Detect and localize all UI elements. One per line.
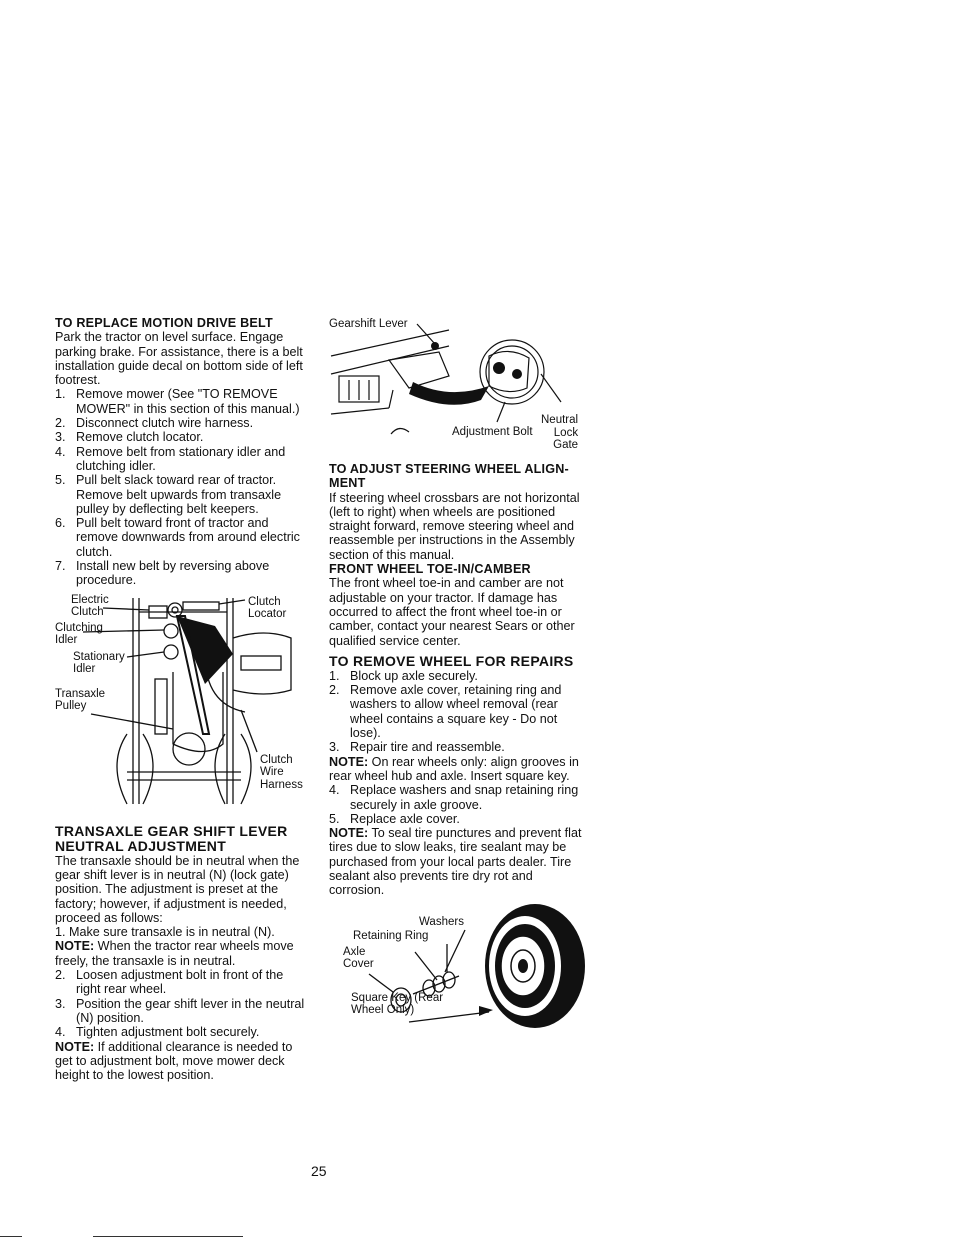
left-column [55, 316, 307, 1082]
step-number: 2. [55, 416, 66, 431]
step-text: Remove mower (See "TO REMOVE MOWER" in this section of this manual.) [76, 387, 300, 416]
corner-rule [0, 1236, 22, 1237]
step-number: 3. [55, 996, 66, 1011]
label-electric-clutch: Electric Clutch [71, 593, 109, 619]
step-number: 2. [329, 683, 340, 698]
list-item [329, 812, 585, 826]
step-text: Replace washers and snap retaining ring securely in axle groove. [350, 783, 579, 812]
step-text: Position the gear shift lever in the neutral (N) position. [76, 996, 305, 1025]
label-clutch-wire-harness: Clutch Wire Harness [260, 753, 303, 791]
step-text: Pull belt slack toward rear of tractor. Remove belt upwards from transaxle pulley by deflecting belt keepers. [76, 473, 282, 516]
label-clutching-idler: Clutching Idler [55, 621, 103, 647]
list-item [55, 1025, 307, 1039]
step-number: 6. [55, 516, 66, 531]
list-item [329, 683, 585, 740]
motion-belt-steps [55, 387, 307, 587]
list-item [55, 997, 307, 1026]
step-text: Replace axle cover. [350, 811, 460, 826]
step-text: Remove belt from stationary idler and clutching idler. [76, 444, 286, 473]
steering-heading: TO ADJUST STEERING WHEEL ALIGN-MENT [329, 462, 569, 491]
gearshift-steps [55, 968, 307, 1039]
wheel-diagram [329, 904, 585, 1044]
gearshift-diagram [329, 316, 585, 456]
list-item [55, 473, 307, 516]
list-item [55, 559, 307, 588]
label-square-key: Square Key (Rear Wheel Only) [351, 991, 444, 1017]
step-number: 4. [329, 783, 340, 798]
step-text: Install new belt by reversing above procedure. [76, 559, 270, 588]
step-number: 5. [55, 473, 66, 488]
label-adjustment-bolt: Adjustment Bolt [452, 426, 533, 438]
label-retaining-ring: Retaining Ring [353, 929, 429, 942]
gearshift-note-2: NOTE: If additional clearance is needed to get to adjustment bolt, move mower deck height to the lowest position. [55, 1039, 293, 1083]
list-item [55, 387, 307, 416]
motion-belt-heading: TO REPLACE MOTION DRIVE BELT [55, 316, 273, 330]
step-number: 1. [55, 387, 66, 402]
list-item [329, 740, 585, 754]
step-text: Loosen adjustment bolt in front of the right rear wheel. [76, 968, 284, 997]
belt-diagram [55, 594, 307, 816]
step-number: 4. [55, 1025, 66, 1040]
gearshift-intro: The transaxle should be in neutral when the gear shift lever is in neutral (N) (lock gate) position. The adjustment is preset at the factory; however, if adjustment is needed, proceed as follows: [55, 853, 300, 925]
steering-text: If steering wheel crossbars are not horizontal (left to right) when wheels are positioned straight forward, remove steering wheel and reassemble per instructions in the Assembly section of this manual. [329, 490, 580, 562]
gearshift-note-1: NOTE: When the tractor rear wheels move freely, the transaxle is in neutral. [55, 939, 294, 968]
list-item [329, 669, 585, 683]
gearshift-step-1: 1. Make sure transaxle is in neutral (N). [55, 925, 275, 940]
label-neutral-lock-gate: Neutral Lock Gate [541, 414, 579, 451]
step-number: 4. [55, 444, 66, 459]
remove-wheel-heading: TO REMOVE WHEEL FOR REPAIRS [329, 652, 574, 669]
label-washers: Washers [419, 915, 464, 928]
step-number: 5. [329, 811, 340, 826]
label-axle-cover: Axle Cover [343, 945, 374, 971]
label-clutch-locator: Clutch Locator [248, 595, 287, 621]
step-number: 3. [55, 430, 66, 445]
step-number: 7. [55, 559, 66, 574]
list-item [55, 968, 307, 997]
list-item [329, 783, 585, 812]
step-text: Tighten adjustment bolt securely. [76, 1025, 260, 1040]
toe-in-text: The front wheel toe-in and camber are not adjustable on your tractor. If damage has occurred to affect the front wheel toe-in or camber, contact your nearest Sears or other qualified service center. [329, 576, 575, 648]
label-gearshift-lever: Gearshift Lever [329, 318, 408, 330]
remove-wheel-note-1: NOTE: On rear wheels only: align grooves in rear wheel hub and axle. Insert square key. [329, 754, 579, 783]
list-item [55, 416, 307, 430]
step-text: Disconnect clutch wire harness. [76, 416, 254, 431]
remove-wheel-steps [329, 669, 585, 755]
remove-wheel-note-2: NOTE: To seal tire punctures and prevent flat tires due to slow leaks, tire sealant may be purchased from your local parts dealer. Tire sealant also prevents tire dry rot and corrosion. [329, 826, 582, 898]
motion-belt-intro: Park the tractor on level surface. Engage parking brake. For assistance, there is a belt installation guide decal on bottom side of left footrest. [55, 330, 303, 388]
page-number: 25 [311, 1163, 327, 1179]
list-item [55, 445, 307, 474]
step-number: 1. [329, 668, 340, 683]
step-text: Remove clutch locator. [76, 430, 204, 445]
label-stationary-idler: Stationary Idler [73, 650, 125, 676]
list-item [55, 430, 307, 444]
step-text: Repair tire and reassemble. [350, 740, 505, 755]
step-number: 3. [329, 740, 340, 755]
right-column [329, 462, 585, 1044]
gearshift-heading: TRANSAXLE GEAR SHIFT LEVER NEUTRAL ADJUSTMENT [55, 822, 288, 854]
step-text: Remove axle cover, retaining ring and washers to allow wheel removal (rear wheel contains a square key - Do not lose). [350, 683, 562, 741]
label-transaxle-pulley: Transaxle Pulley [55, 687, 106, 713]
remove-wheel-steps-2 [329, 783, 585, 826]
step-text: Pull belt toward front of tractor and remove downwards from around electric clutch. [76, 516, 300, 559]
footer-rule [93, 1236, 243, 1237]
toe-in-heading: FRONT WHEEL TOE-IN/CAMBER [329, 562, 531, 577]
list-item [55, 516, 307, 559]
step-number: 2. [55, 968, 66, 983]
step-text: Block up axle securely. [350, 668, 478, 683]
